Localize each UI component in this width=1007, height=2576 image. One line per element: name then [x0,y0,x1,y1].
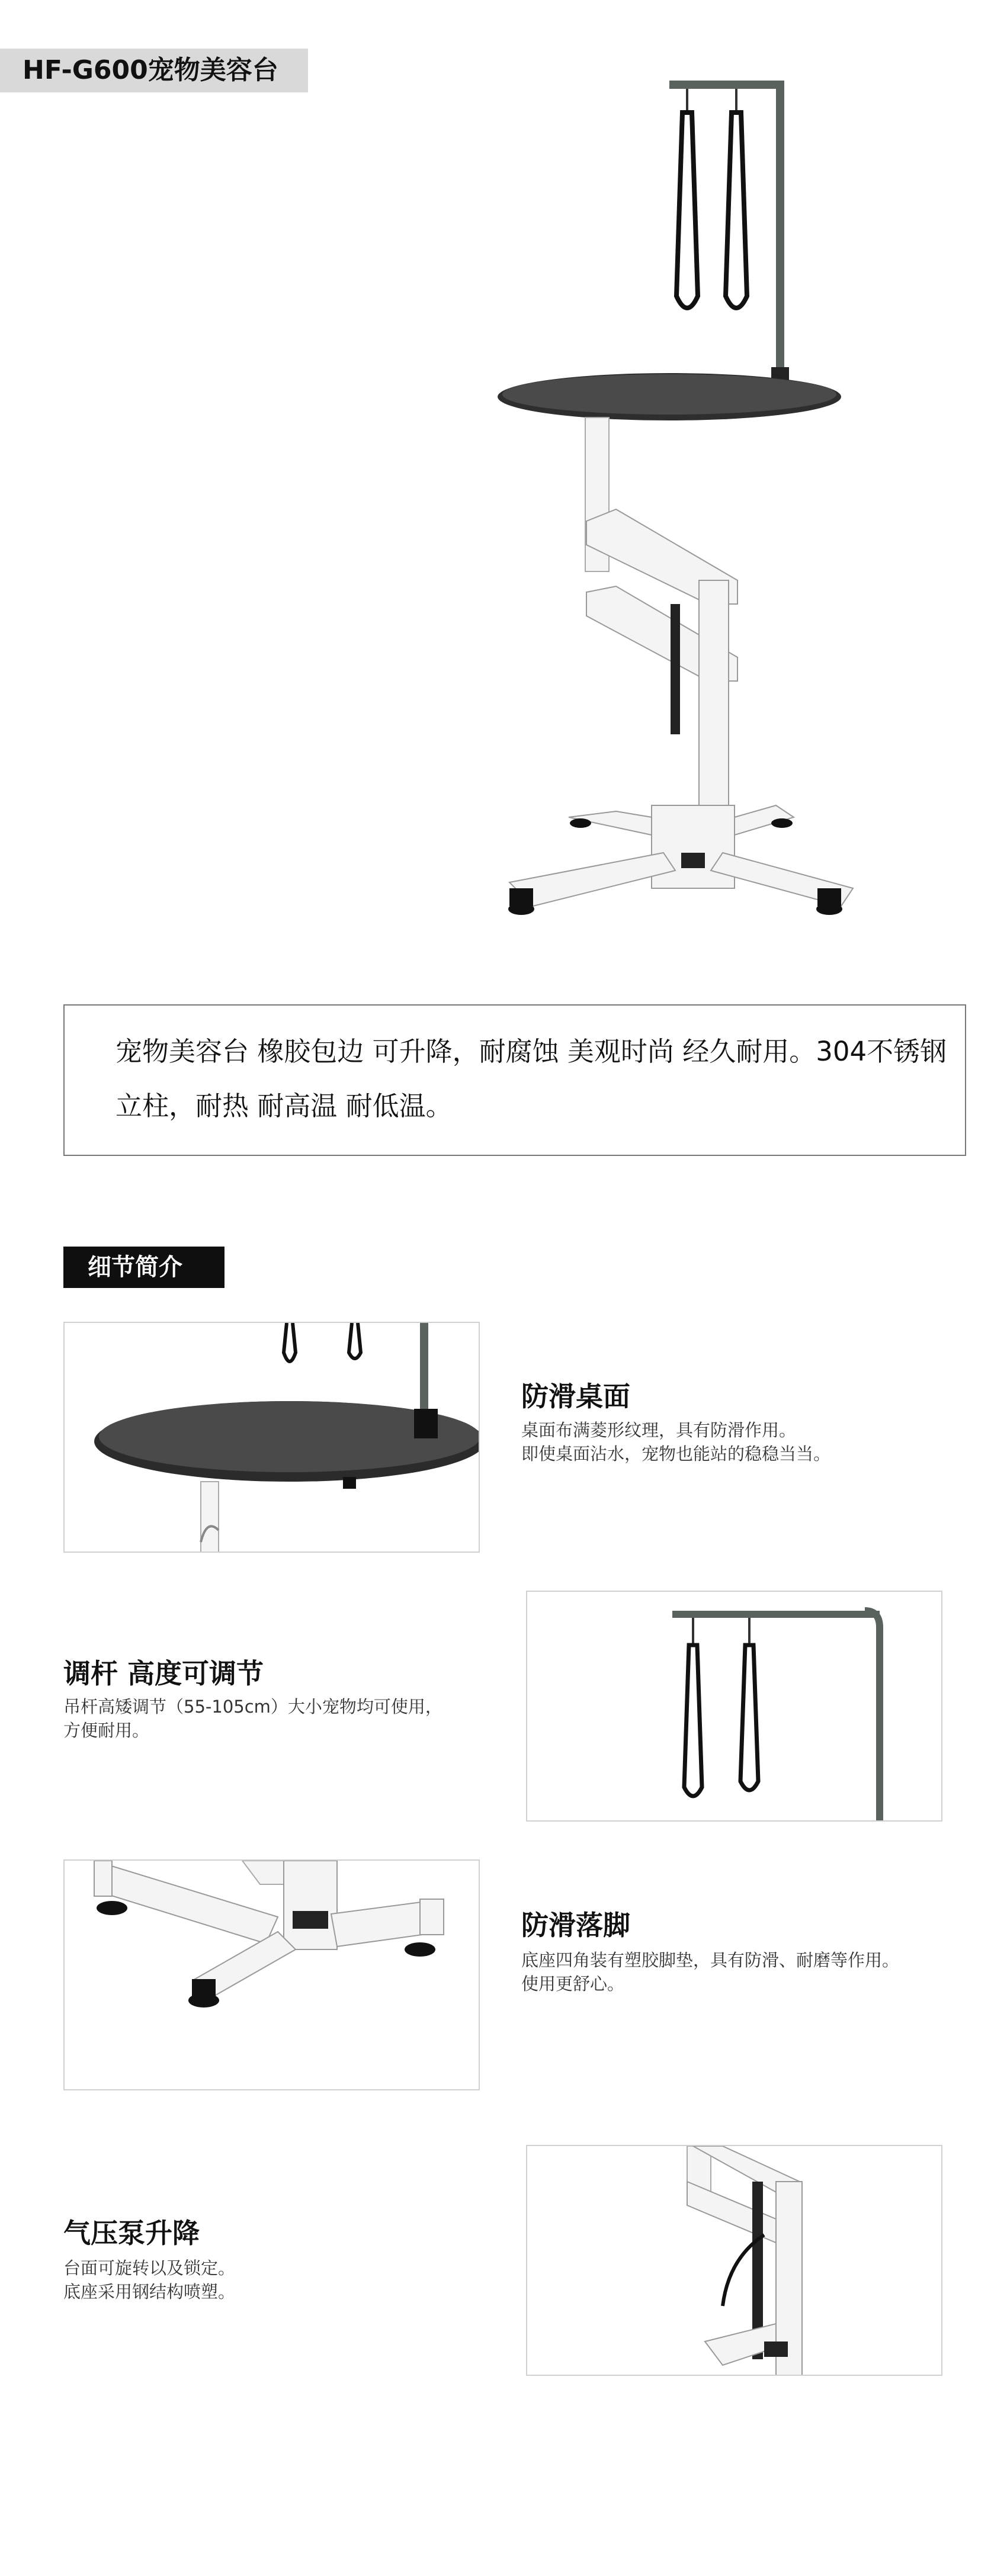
feature-title-feet: 防滑落脚 [521,1909,630,1941]
page-title: HF-G600宠物美容台 [23,55,278,85]
feature-desc-tabletop-2: 即使桌面沾水，宠物也能站的稳稳当当。 [521,1444,831,1464]
product-image [498,71,865,936]
feature-image-arm [526,1591,942,1822]
feature-desc-arm-2: 方便耐用。 [63,1720,150,1740]
feature-image-pump [526,2145,942,2376]
feature-desc-feet-1: 底座四角装有塑胶脚垫，具有防滑、耐磨等作用。 [521,1950,900,1970]
feature-desc-arm-1: 吊杆高矮调节（55-105cm）大小宠物均可使用， [63,1697,442,1717]
description-text: 宠物美容台 橡胶包边 可升降，耐腐蚀 美观时尚 经久耐用。304不锈钢立柱，耐热 耐高温 耐低温。 [116,1036,947,1122]
feature-title-pump: 气压泵升降 [63,2217,200,2249]
feature-desc-pump-1: 台面可旋转以及锁定。 [63,2258,236,2278]
feature-title-arm: 调杆 高度可调节 [63,1658,264,1690]
feature-title-tabletop: 防滑桌面 [521,1380,630,1412]
feature-desc-tabletop-1: 桌面布满菱形纹理，具有防滑作用。 [521,1420,797,1440]
feature-image-feet [63,1859,480,2090]
feature-desc-pump-2: 底座采用钢结构喷塑。 [63,2282,236,2302]
section-heading: 细节简介 [88,1254,182,1281]
feature-desc-feet-2: 使用更舒心。 [521,1974,625,1994]
feature-image-tabletop [63,1322,480,1553]
